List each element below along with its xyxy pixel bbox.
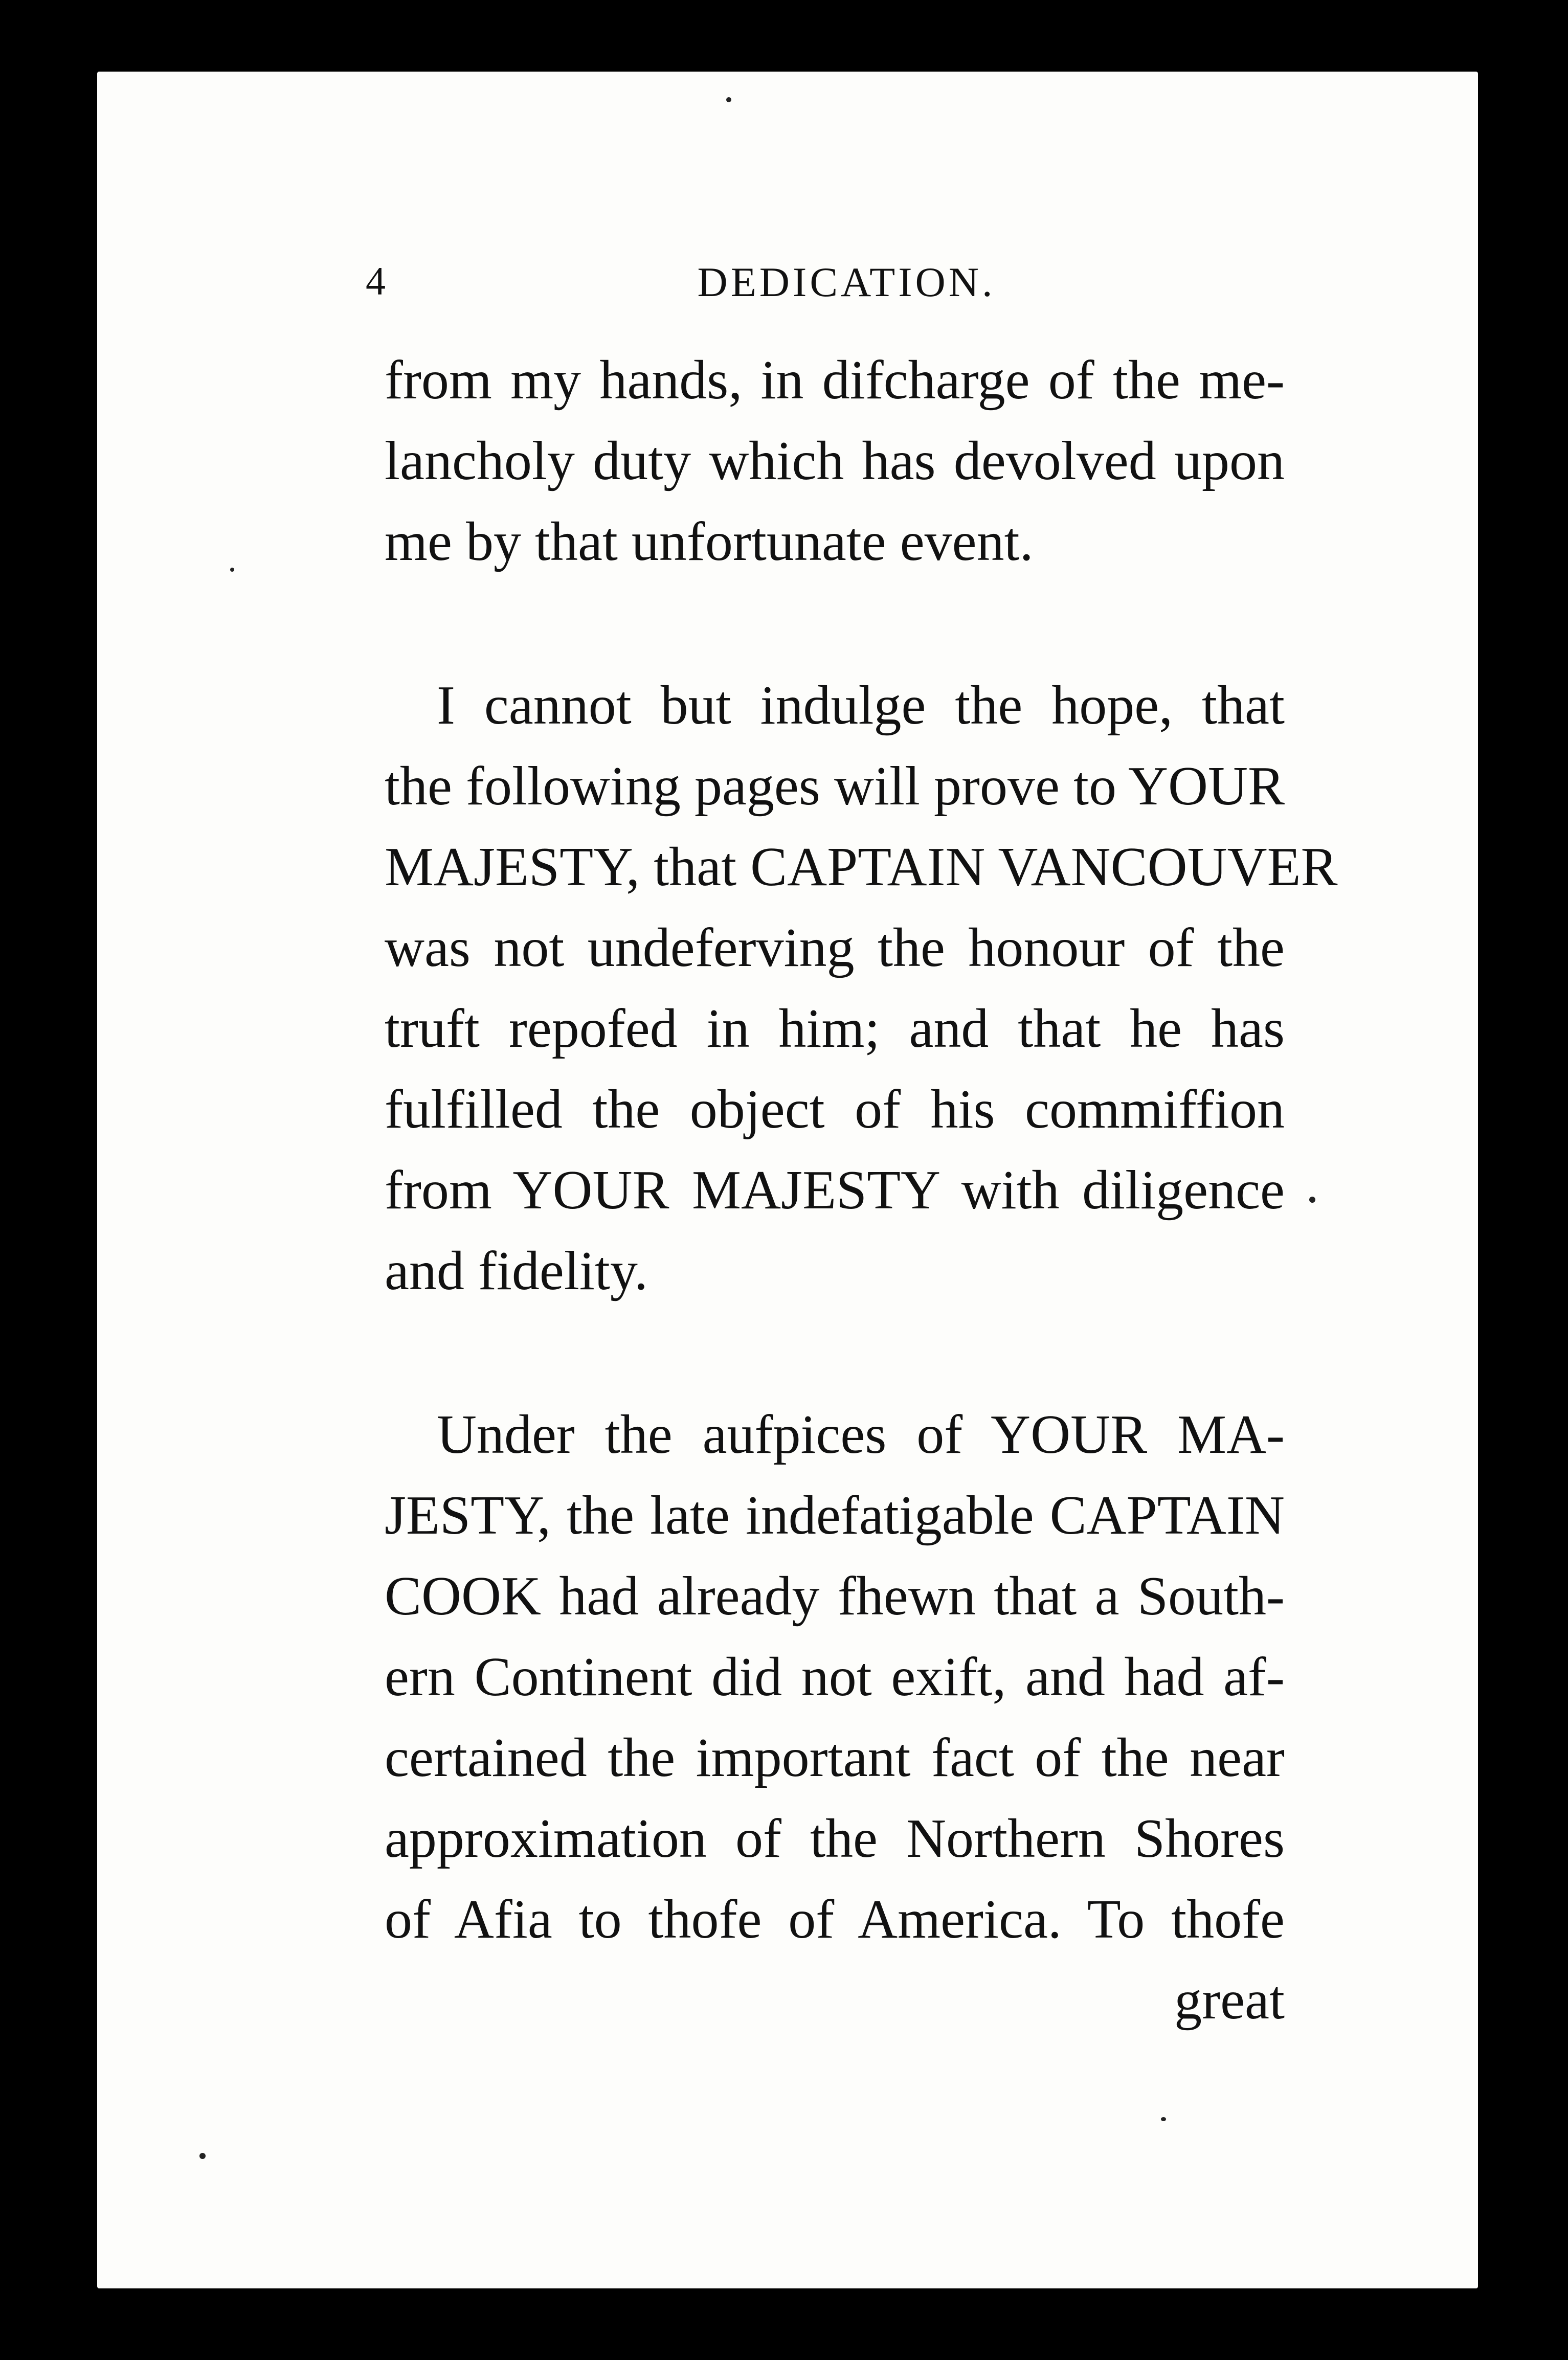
page-number: 4 bbox=[366, 259, 387, 303]
text-line: truft repofed in him; and that he has bbox=[385, 998, 1285, 1059]
page-header bbox=[366, 258, 1327, 314]
text-line: and fidelity. bbox=[385, 1241, 648, 1301]
text-line: MAJESTY, that CAPTAIN VANCOUVER bbox=[385, 837, 1338, 897]
text-line: lancholy duty which has devolved upon bbox=[385, 431, 1285, 491]
text-line: ern Continent did not exift, and had af- bbox=[385, 1647, 1285, 1707]
text-line: the following pages will prove to YOUR bbox=[385, 756, 1285, 817]
text-line: certained the important fact of the near bbox=[385, 1727, 1285, 1788]
body-text bbox=[385, 340, 1338, 2041]
scan-speck bbox=[1161, 2117, 1166, 2121]
text-line: fulfilled the object of his commiffion bbox=[385, 1079, 1285, 1140]
paragraph-gap bbox=[385, 582, 1285, 665]
text-line: JESTY, the late indefatigable CAPTAIN bbox=[385, 1485, 1285, 1546]
text-line: I cannot but indulge the hope, that bbox=[437, 675, 1285, 736]
paragraph-3 bbox=[385, 1395, 1285, 1960]
running-head: DEDICATION. bbox=[697, 259, 996, 305]
text-line: approximation of the Northern Shores bbox=[385, 1808, 1285, 1869]
page-edge-shadow bbox=[1478, 87, 1488, 2281]
scan-speck bbox=[230, 568, 234, 572]
scan-speck bbox=[199, 2153, 206, 2159]
text-line: COOK had already fhewn that a South- bbox=[385, 1566, 1285, 1627]
text-line: me by that unfortunate event. bbox=[385, 511, 1034, 572]
catchword: great bbox=[1174, 1970, 1285, 2031]
paragraph-gap bbox=[385, 1312, 1285, 1395]
text-line: Under the aufpices of YOUR MA- bbox=[437, 1404, 1285, 1465]
scan-speck bbox=[1309, 1197, 1315, 1203]
text-line: of Afia to thofe of America. To thofe bbox=[385, 1889, 1285, 1950]
scan-speck bbox=[726, 97, 731, 102]
paragraph-1 bbox=[385, 340, 1285, 582]
text-line: was not undeferving the honour of the bbox=[385, 917, 1285, 978]
text-line: from YOUR MAJESTY with diligence bbox=[385, 1160, 1285, 1221]
text-line: from my hands, in difcharge of the me- bbox=[385, 350, 1285, 411]
paragraph-2 bbox=[385, 665, 1338, 1312]
